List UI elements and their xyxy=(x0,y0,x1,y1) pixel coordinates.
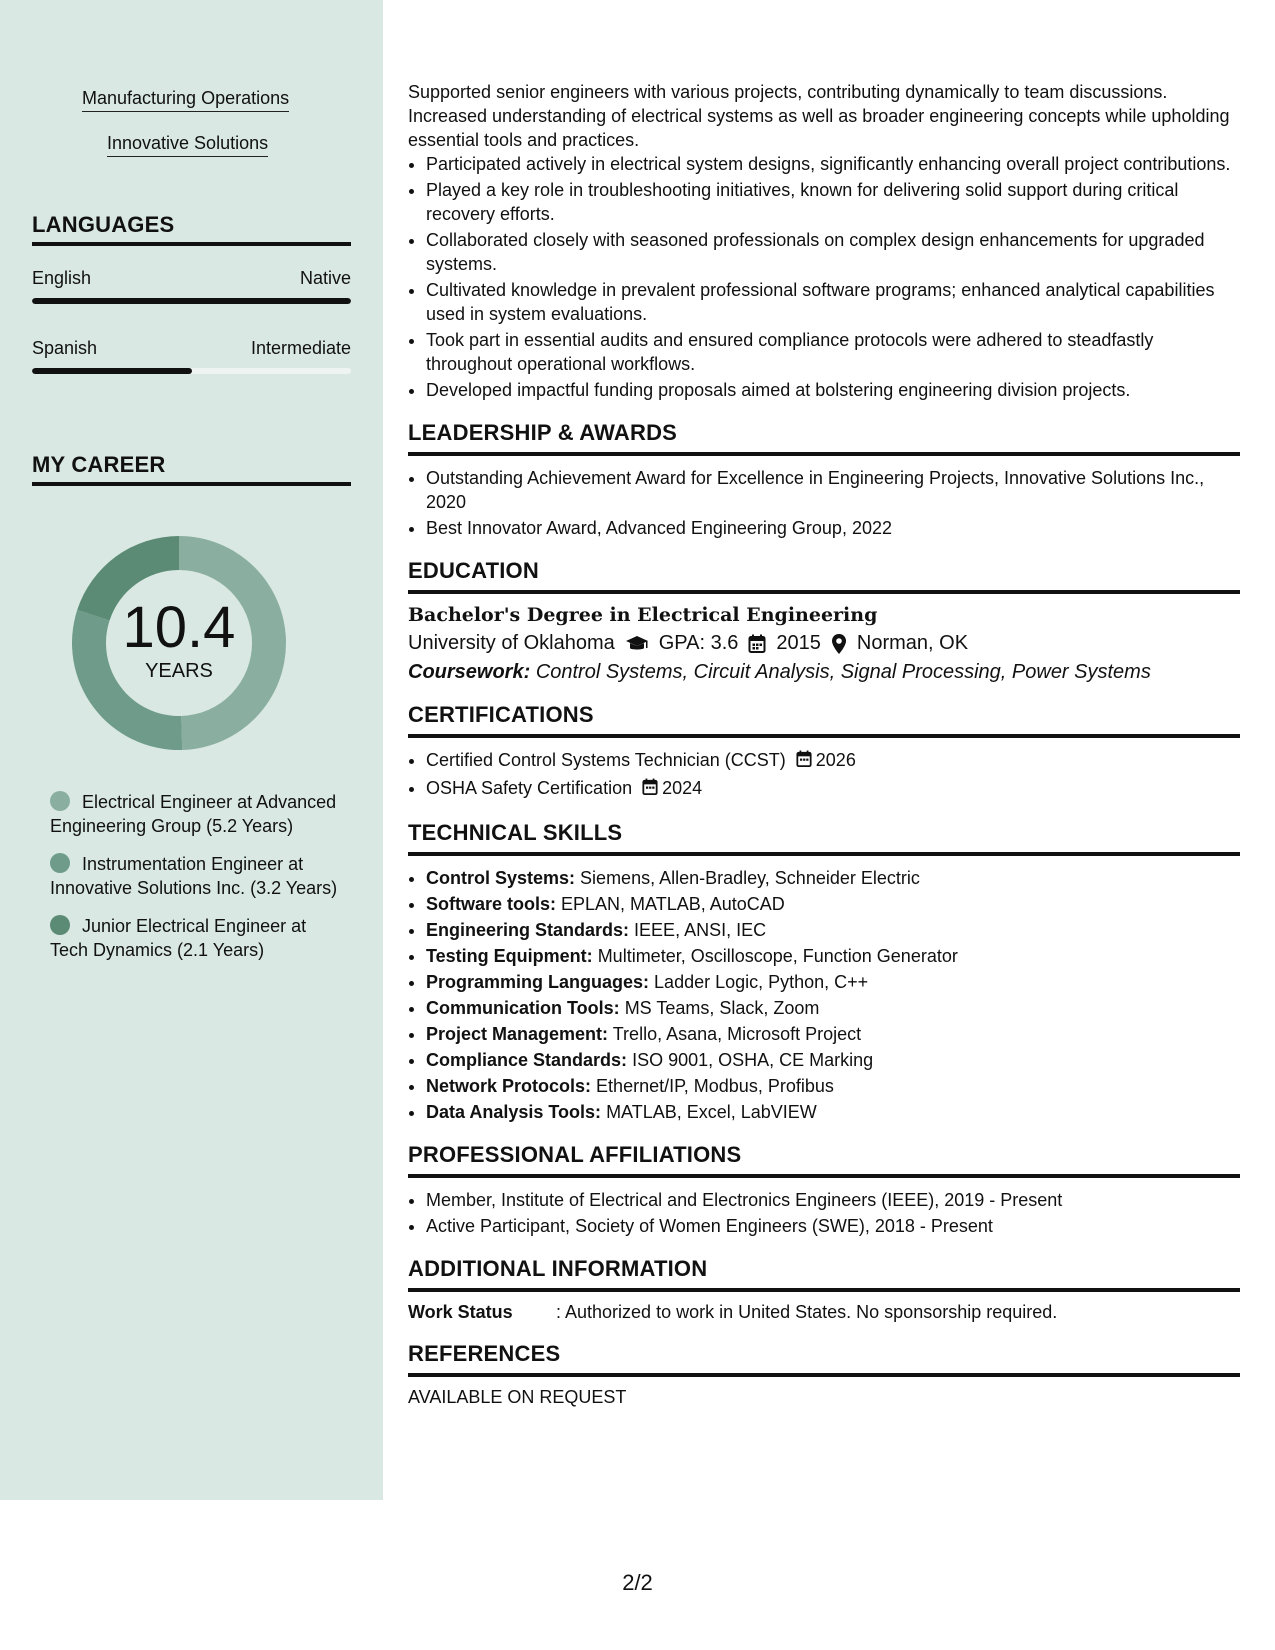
skill-label: Data Analysis Tools: xyxy=(426,1102,602,1122)
calendar-icon xyxy=(796,750,812,774)
affiliation-item: • Member, Institute of Electrical and Electronics Engineers (IEEE), 2019 - Present xyxy=(426,1188,1240,1212)
skill-item xyxy=(426,1048,1240,1072)
skill-item xyxy=(426,918,1240,942)
certifications-section xyxy=(408,702,1240,802)
experience-bullet: • Participated actively in electrical system designs, significantly enhancing overall project contributions. xyxy=(426,152,1240,176)
skill-label: Testing Equipment: xyxy=(426,946,593,966)
skill-value: Ethernet/IP, Modbus, Profibus xyxy=(596,1076,834,1096)
school-location: Norman, OK xyxy=(856,632,969,654)
career-item xyxy=(50,790,340,838)
language-name: Spanish xyxy=(32,338,98,358)
work-status-row xyxy=(408,1302,1240,1323)
skill-item xyxy=(426,970,1240,994)
certification-name: OSHA Safety Certification xyxy=(426,778,633,798)
section-heading: REFERENCES xyxy=(408,1341,1240,1377)
award-item: • Best Innovator Award, Advanced Engineering Group, 2022 xyxy=(426,516,1240,540)
experience-bullet: • Took part in essential audits and ensured compliance protocols were adhered to steadfastly throughout operational workflows. xyxy=(426,328,1240,376)
languages-heading: LANGUAGES xyxy=(32,212,351,246)
coursework-list: Control Systems, Circuit Analysis, Signal Processing, Power Systems xyxy=(535,661,1151,683)
graduation-cap-icon xyxy=(625,635,649,653)
skill-label: Programming Languages: xyxy=(426,972,650,992)
skill-value: Trello, Asana, Microsoft Project xyxy=(612,1024,862,1044)
skill-value: MS Teams, Slack, Zoom xyxy=(624,998,820,1018)
skill-value: MATLAB, Excel, LabVIEW xyxy=(606,1102,817,1122)
skill-label: Compliance Standards: xyxy=(426,1050,628,1070)
career-item-text: Electrical Engineer at Advanced Engineering Group (5.2 Years) xyxy=(50,792,337,836)
award-item: • Outstanding Achievement Award for Excellence in Engineering Projects, Innovative Solutions Inc., 2020 xyxy=(426,466,1240,514)
section-heading: LEADERSHIP & AWARDS xyxy=(408,420,1240,456)
skill-item xyxy=(426,1022,1240,1046)
career-item xyxy=(50,914,340,962)
experience-bullets xyxy=(408,152,1240,402)
skill-value: Multimeter, Oscilloscope, Function Generator xyxy=(597,946,958,966)
section-heading: TECHNICAL SKILLS xyxy=(408,820,1240,856)
education-details xyxy=(408,632,1240,655)
career-heading: MY CAREER xyxy=(32,452,351,486)
career-total-value: 10.4 xyxy=(122,594,236,660)
skill-item xyxy=(426,892,1240,916)
skill-value: Ladder Logic, Python, C++ xyxy=(654,972,869,992)
career-dot xyxy=(50,915,70,935)
skill-label: Network Protocols: xyxy=(426,1076,592,1096)
calendar-icon xyxy=(748,634,766,654)
language-proficiency-bar xyxy=(32,368,351,374)
skill-label: Control Systems: xyxy=(426,868,576,888)
language-row-spanish xyxy=(32,338,351,359)
language-proficiency-bar xyxy=(32,298,351,304)
experience-bullet: • Played a key role in troubleshooting initiatives, known for delivering solid support during critical recovery efforts. xyxy=(426,178,1240,226)
section-heading: EDUCATION xyxy=(408,558,1240,594)
section-heading: CERTIFICATIONS xyxy=(408,702,1240,738)
language-proficiency-fill xyxy=(32,368,192,374)
language-name: English xyxy=(32,268,92,288)
sidebar xyxy=(0,0,383,1500)
language-row-english xyxy=(32,268,351,289)
career-item-text: Instrumentation Engineer at Innovative Solutions Inc. (3.2 Years) xyxy=(50,854,338,898)
skill-item xyxy=(426,944,1240,968)
graduation-year: 2015 xyxy=(776,632,821,654)
language-proficiency-fill xyxy=(32,298,351,304)
degree-title: Bachelor's Degree in Electrical Engineering xyxy=(408,604,878,626)
certification-item xyxy=(426,776,1240,802)
experience-bullet: • Cultivated knowledge in prevalent professional software programs; enhanced analytical capabilities used in system evaluations. xyxy=(426,278,1240,326)
affiliation-item: • Active Participant, Society of Women Engineers (SWE), 2018 - Present xyxy=(426,1214,1240,1238)
career-item-text: Junior Electrical Engineer at Tech Dynamics (2.1 Years) xyxy=(50,916,307,960)
experience-intro: Supported senior engineers with various projects, contributing dynamically to team discussions. Increased understanding of electrical systems as well as broader engineering concepts while upholding essential tools and practices. xyxy=(408,82,1230,150)
references-text: AVAILABLE ON REQUEST xyxy=(408,1387,627,1407)
skill-item xyxy=(426,996,1240,1020)
language-level: Intermediate xyxy=(250,338,351,358)
page-number: 2/2 xyxy=(622,1570,653,1595)
certification-year: 2026 xyxy=(815,750,856,770)
experience-bullet: • Collaborated closely with seasoned professionals on complex design enhancements for upgraded systems. xyxy=(426,228,1240,276)
skill-value: Siemens, Allen-Bradley, Schneider Electric xyxy=(580,868,920,888)
career-item xyxy=(50,852,340,900)
certification-item xyxy=(426,748,1240,774)
skill-tag: Innovative Solutions xyxy=(107,133,268,157)
calendar-icon xyxy=(642,778,658,802)
skill-label: Engineering Standards: xyxy=(426,920,630,940)
certification-year: 2024 xyxy=(662,778,703,798)
skill-label: Project Management: xyxy=(426,1024,609,1044)
coursework xyxy=(408,661,1240,684)
main-content xyxy=(408,80,1240,1408)
section-heading: PROFESSIONAL AFFILIATIONS xyxy=(408,1142,1240,1178)
skill-item xyxy=(426,866,1240,890)
work-status-label: Work Status xyxy=(408,1302,513,1322)
skill-item xyxy=(426,1100,1240,1124)
technical-skills-section xyxy=(408,820,1240,1124)
additional-info-section xyxy=(408,1256,1240,1323)
career-total-unit: YEARS xyxy=(145,659,213,682)
skill-value: IEEE, ANSI, IEC xyxy=(634,920,767,940)
skill-label: Software tools: xyxy=(426,894,557,914)
references-section xyxy=(408,1341,1240,1408)
school-name: University of Oklahoma xyxy=(408,632,615,654)
education-section xyxy=(408,558,1240,684)
language-level: Native xyxy=(299,268,351,288)
skill-item xyxy=(426,1074,1240,1098)
skill-tag: Manufacturing Operations xyxy=(82,88,289,112)
gpa: GPA: 3.6 xyxy=(658,632,739,654)
career-dot xyxy=(50,853,70,873)
experience-bullet: • Developed impactful funding proposals aimed at bolstering engineering division projects. xyxy=(426,378,1240,402)
work-status-value: : Authorized to work in United States. No sponsorship required. xyxy=(556,1302,1058,1322)
location-pin-icon xyxy=(831,633,847,655)
career-legend xyxy=(50,790,340,976)
skill-value: ISO 9001, OSHA, CE Marking xyxy=(632,1050,874,1070)
skill-label: Communication Tools: xyxy=(426,998,620,1018)
leadership-section xyxy=(408,420,1240,540)
coursework-label: Coursework: xyxy=(408,661,531,683)
section-heading: ADDITIONAL INFORMATION xyxy=(408,1256,1240,1292)
affiliations-section xyxy=(408,1142,1240,1238)
skill-value: EPLAN, MATLAB, AutoCAD xyxy=(561,894,785,914)
career-total xyxy=(66,530,292,756)
career-dot xyxy=(50,791,70,811)
certification-name: Certified Control Systems Technician (CCST) xyxy=(426,750,786,770)
